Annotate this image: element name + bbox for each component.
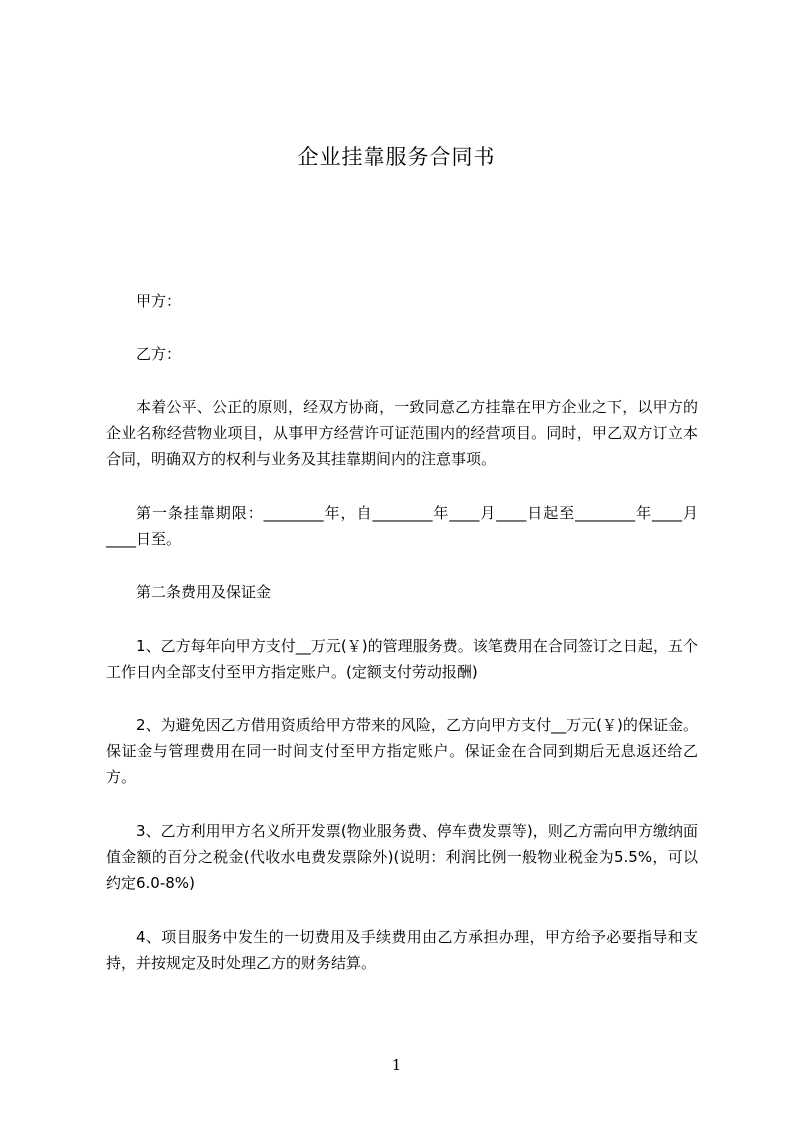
clause-4-expenses: 4、项目服务中发生的一切费用及手续费用由乙方承担办理，甲方给予必要指导和支持，并按规定及时处理乙方的财务结算。 xyxy=(106,928,698,972)
document-title: 企业挂靠服务合同书 xyxy=(297,145,496,169)
article-2-heading: 第二条费用及保证金 xyxy=(136,583,272,601)
party-a-line: 甲方： xyxy=(136,292,182,310)
clause-3-invoice-tax: 3、乙方利用甲方名义所开发票(物业服务费、停车费发票等)，则乙方需向甲方缴纳面值金额的百分之税金(代收水电费发票除外)(说明：利润比例一般物业税金为5.5%，可以约定6.0-8%) xyxy=(106,822,698,892)
clause-1-management-fee: 1、乙方每年向甲方支付__万元(￥)的管理服务费。该笔费用在合同签订之日起，五个工作日内全部支付至甲方指定账户。(定额支付劳动报酬) xyxy=(106,637,698,681)
clause-2-deposit: 2、为避免因乙方借用资质给甲方带来的风险，乙方向甲方支付__万元(￥)的保证金。保证金与管理费用在同一时间支付至甲方指定账户。保证金在合同到期后无息返还给乙方。 xyxy=(106,716,698,786)
party-b-line: 乙方： xyxy=(136,345,182,363)
article-1-term: 第一条挂靠期限：________年，自________年____月____日起至________年____月____日至。 xyxy=(106,504,698,548)
page-number: 1 xyxy=(391,1056,402,1074)
intro-paragraph: 本着公平、公正的原则，经双方协商，一致同意乙方挂靠在甲方企业之下，以甲方的企业名称经营物业项目，从事甲方经营许可证范围内的经营项目。同时，甲乙双方订立本合同，明确双方的权利与业务及其挂靠期间内的注意事项。 xyxy=(106,398,698,468)
